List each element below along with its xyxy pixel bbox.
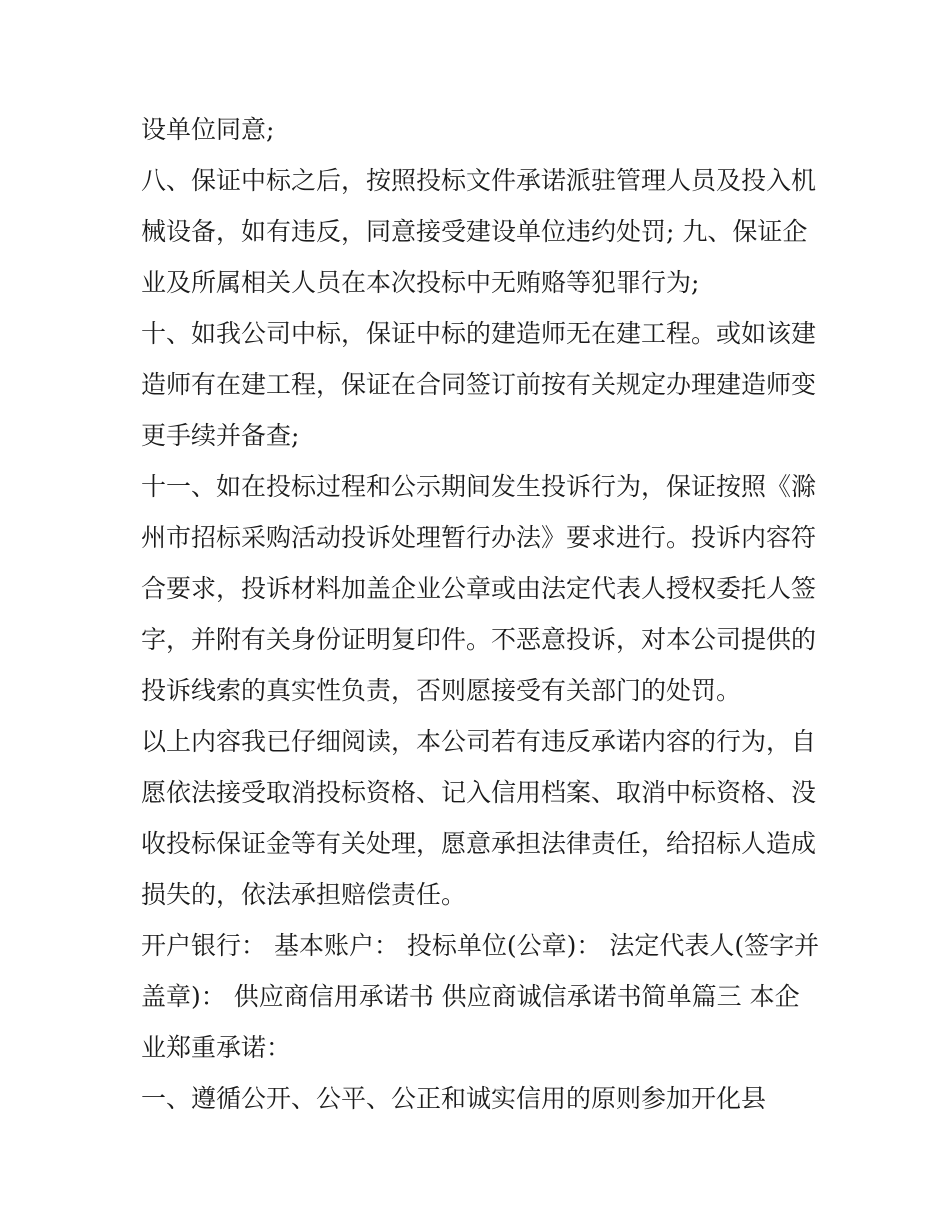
text-line: 州市招标采购活动投诉处理暂行办法》要求进行。投诉内容符 [141, 523, 817, 552]
text-line: 愿依法接受取消投标资格、记入信用档案、取消中标资格、没 [141, 778, 817, 807]
text-line: 业及所属相关人员在本次投标中无贿赂等犯罪行为; [141, 268, 700, 297]
text-line: 设单位同意; [141, 115, 275, 144]
text-line: 十、如我公司中标，保证中标的建造师无在建工程。或如该建 [141, 319, 817, 348]
text-line: 十一、如在投标过程和公示期间发生投诉行为，保证按照《滁 [141, 472, 817, 501]
text-line: 造师有在建工程，保证在合同签订前按有关规定办理建造师变 [141, 370, 817, 399]
text-line: 以上内容我已仔细阅读，本公司若有违反承诺内容的行为，自 [141, 727, 817, 756]
text-line: 开户银行： 基本账户： 投标单位(公章)： 法定代表人(签字并 [141, 931, 820, 960]
text-line: 盖章)： 供应商信用承诺书 供应商诚信承诺书简单篇三 本企 [141, 982, 800, 1011]
text-line: 械设备，如有违反，同意接受建设单位违约处罚; 九、保证企 [141, 217, 808, 246]
text-line: 八、保证中标之后，按照投标文件承诺派驻管理人员及投入机 [141, 166, 817, 195]
text-line: 收投标保证金等有关处理，愿意承担法律责任，给招标人造成 [141, 829, 817, 858]
text-line: 损失的，依法承担赔偿责任。 [141, 880, 467, 909]
text-line: 字，并附有关身份证明复印件。不恶意投诉，对本公司提供的 [141, 625, 817, 654]
text-line: 投诉线索的真实性负责，否则愿接受有关部门的处罚。 [141, 676, 742, 705]
text-line: 更手续并备查; [141, 421, 300, 450]
text-line: 一、遵循公开、公平、公正和诚实信用的原则参加开化县 [141, 1084, 767, 1113]
text-line: 业郑重承诺： [141, 1033, 292, 1062]
text-line: 合要求，投诉材料加盖企业公章或由法定代表人授权委托人签 [141, 574, 817, 603]
